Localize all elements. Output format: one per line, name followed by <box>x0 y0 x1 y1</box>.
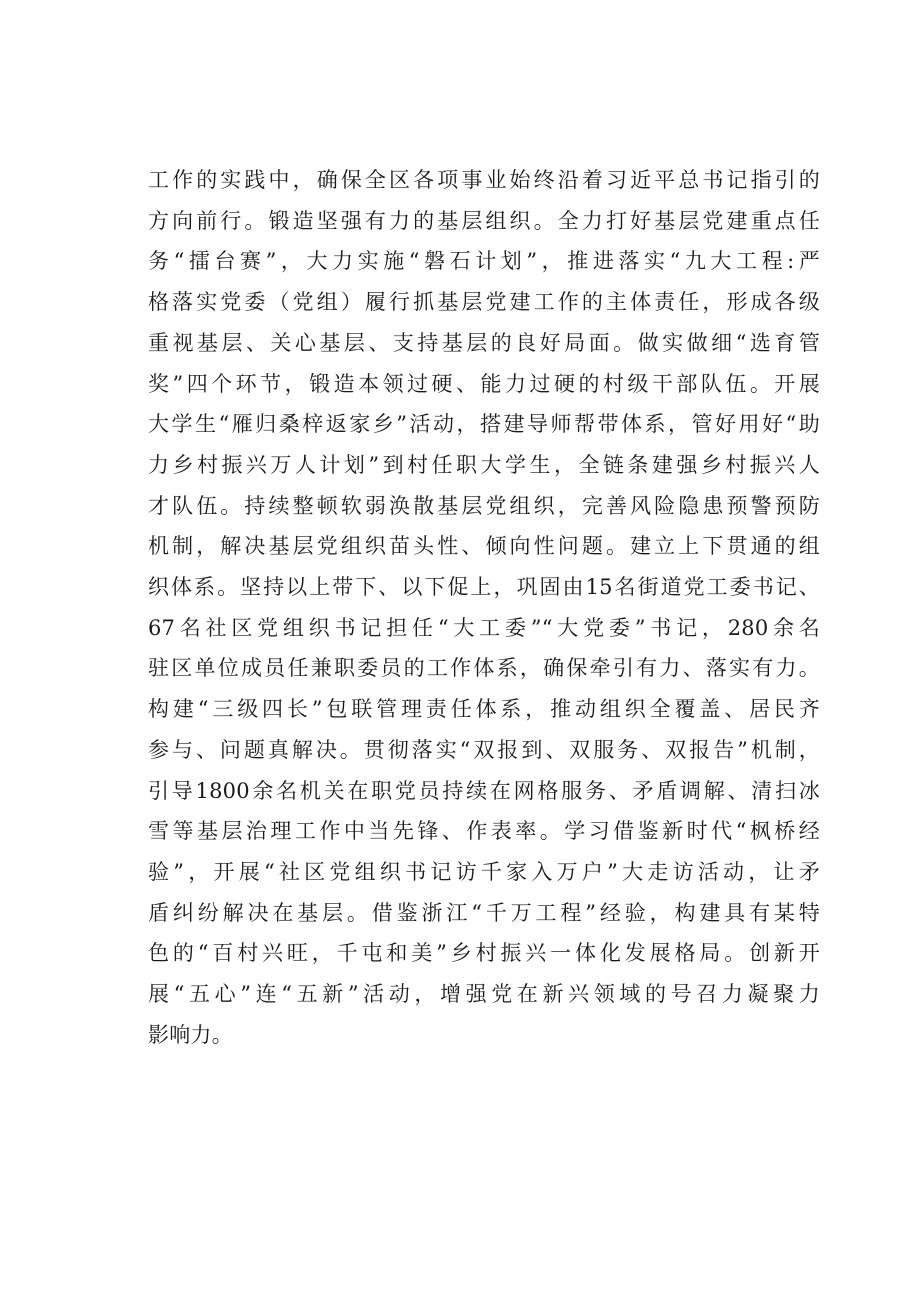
text-line-11: 织体系。坚持以上带下、以下促上，巩固由15名街道党工委书记、 <box>148 575 820 600</box>
text-line-2: 方向前行。锻造坚强有力的基层组织。全力打好基层党建重点任 <box>148 208 820 233</box>
text-line-15: 参与、问题真解决。贯彻落实“双报到、双服务、双报告”机制， <box>148 737 820 762</box>
text-line-6: 奖”四个环节，锻造本领过硬、能力过硬的村级干部队伍。开展 <box>148 371 820 396</box>
text-line-1: 工作的实践中，确保全区各项事业始终沿着习近平总书记指引的 <box>148 168 820 192</box>
text-line-8: 力乡村振兴万人计划”到村任职大学生，全链条建强乡村振兴人 <box>148 452 820 477</box>
text-line-16: 引导1800余名机关在职党员持续在网格服务、矛盾调解、清扫冰 <box>148 778 820 803</box>
text-line-14: 构建“三级四长”包联管理责任体系，推动组织全覆盖、居民齐 <box>148 697 820 722</box>
text-line-4: 格落实党委（党组）履行抓基层党建工作的主体责任，形成各级 <box>148 290 820 315</box>
text-line-12: 67名社区党组织书记担任“大工委”“大党委”书记，280余名 <box>148 615 820 640</box>
text-line-7: 大学生“雁归桑梓返家乡”活动，搭建导师帮带体系，管好用好“助 <box>148 412 820 437</box>
text-line-5: 重视基层、关心基层、支持基层的良好局面。做实做细“选育管 <box>148 330 820 355</box>
text-line-21: 展“五心”连“五新”活动，增强党在新兴领域的号召力凝聚力 <box>148 982 820 1007</box>
text-line-9: 才队伍。持续整顿软弱涣散基层党组织，完善风险隐患预警预防 <box>148 493 820 518</box>
text-line-19: 盾纠纷解决在基层。借鉴浙江“千万工程”经验，构建具有某特 <box>148 900 820 925</box>
body-paragraph <box>148 160 820 1055</box>
text-line-20: 色的“百村兴旺，千屯和美”乡村振兴一体化发展格局。创新开 <box>148 941 820 966</box>
text-line-17: 雪等基层治理工作中当先锋、作表率。学习借鉴新时代“枫桥经 <box>148 819 820 844</box>
text-line-10: 机制，解决基层党组织苗头性、倾向性问题。建立上下贯通的组 <box>148 534 820 559</box>
text-line-18: 验”，开展“社区党组织书记访千家入万户”大走访活动，让矛 <box>148 859 820 884</box>
text-line-3: 务“擂台赛”，大力实施“磐石计划”，推进落实“九大工程:严 <box>148 249 820 274</box>
text-line-22: 影响力。 <box>148 1022 233 1047</box>
text-line-13: 驻区单位成员任兼职委员的工作体系，确保牵引有力、落实有力。 <box>148 656 820 681</box>
